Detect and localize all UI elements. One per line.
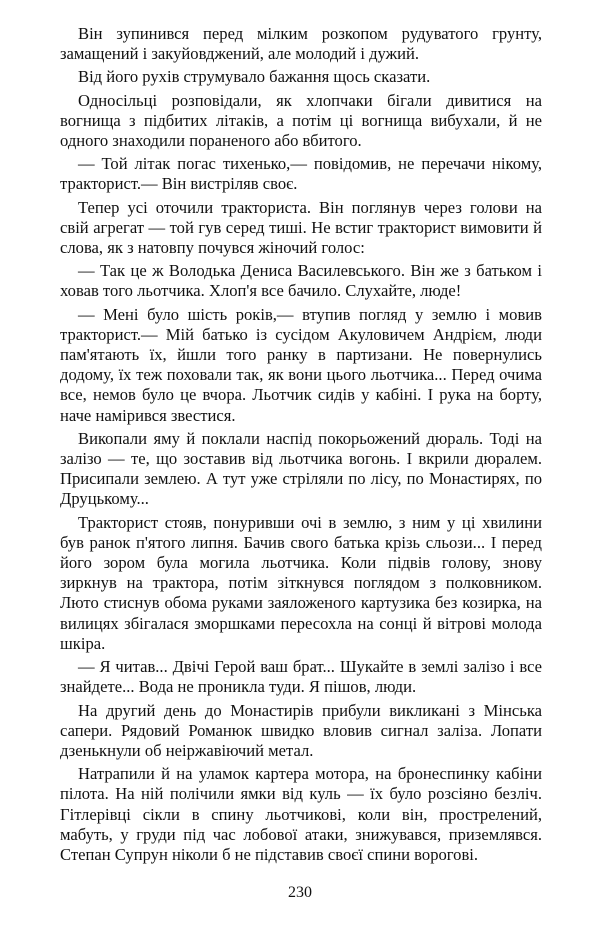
page-number: 230 xyxy=(288,884,312,901)
paragraph-8: Викопали яму й поклали наспід покорьожений дюраль. Тоді на залізо — те, що зоставив від льотчика вогонь. І вкрили дюралем. Присипали землею. А тут уже стріляли по лісу, по Монастирях, по Друцькому... xyxy=(60,428,542,509)
paragraph-10: — Я читав... Двічі Герой ваш брат... Шукайте в землі залізо і все знайдете... Вода не проникла туди. Я пішов, люди. xyxy=(60,657,542,697)
paragraph-11: На другий день до Монастирів прибули викликані з Мінська сапери. Рядовий Романюк швидко вловив сигнал заліза. Лопати дзенькнули об неіржавіючий метал. xyxy=(60,700,542,760)
paragraph-12: Натрапили й на уламок картера мотора, на бронеспинку кабіни пілота. На ній полічили ямки від куль — їх було розсіяно безліч. Гітлерівці сікли в спину льотчикові, коли він, прострелений, мабуть, у груди під час лобової атаки, знижувався, приземлявся. Степан Супрун ніколи б не підставив своєї спини ворогові. xyxy=(60,764,542,864)
paragraph-4: — Той літак погас тихенько,— повідомив, не перечачи нікому, тракторист.— Він вистріляв своє. xyxy=(60,154,542,194)
paragraph-3: Односільці розповідали, як хлопчаки бігали дивитися на вогнища з підбитих літаків, а потім ці вогнища вибухали, й не одного знаходили пораненого або вбитого. xyxy=(60,90,542,151)
paragraph-6: — Так це ж Володька Дениса Василевського. Він же з батьком і ховав того льотчика. Хлоп'я все бачило. Слухайте, люде! xyxy=(60,261,542,301)
paragraph-2: Від його рухів струмувало бажання щось сказати. xyxy=(78,67,431,87)
page-text xyxy=(60,24,542,868)
paragraph-1: Він зупинився перед мілким розкопом рудуватого грунту, замащений і закуйовджений, але молодий і дужий. xyxy=(60,24,542,64)
paragraph-5: Тепер усі оточили тракториста. Він поглянув через голови на свій агрегат — той гув серед тиші. Не встиг тракторист вимовити й слова, як з натовпу почувся жіночий голос: xyxy=(60,197,542,258)
paragraph-9: Тракторист стояв, понуривши очі в землю, з ним у ці хвилини був ранок п'ятого липня. Бачив свого батька крізь сльози... І перед його зором була могила льотчика. Коли підвів голову, знову зиркнув на трактора, потім зіткнувся поглядом з полковником. Люто стиснув обома руками заяложеного картузика без козирка, на вилицях збігалася зморшками пересохла на сонці й вітрові молода шкіра. xyxy=(60,512,542,653)
paragraph-7: — Мені було шість років,— втупив погляд у землю і мовив тракторист.— Мій батько із сусідом Акуловичем Андрієм, люди пам'ятають їх, йшли того ранку в партизани. Не повернулись додому, їх теж поховали так, як вони цього льотчика... Перед очима все, немов було це вчора. Льотчик сидів у кабіні. І рука на борту, наче намірився звестися. xyxy=(60,304,542,425)
